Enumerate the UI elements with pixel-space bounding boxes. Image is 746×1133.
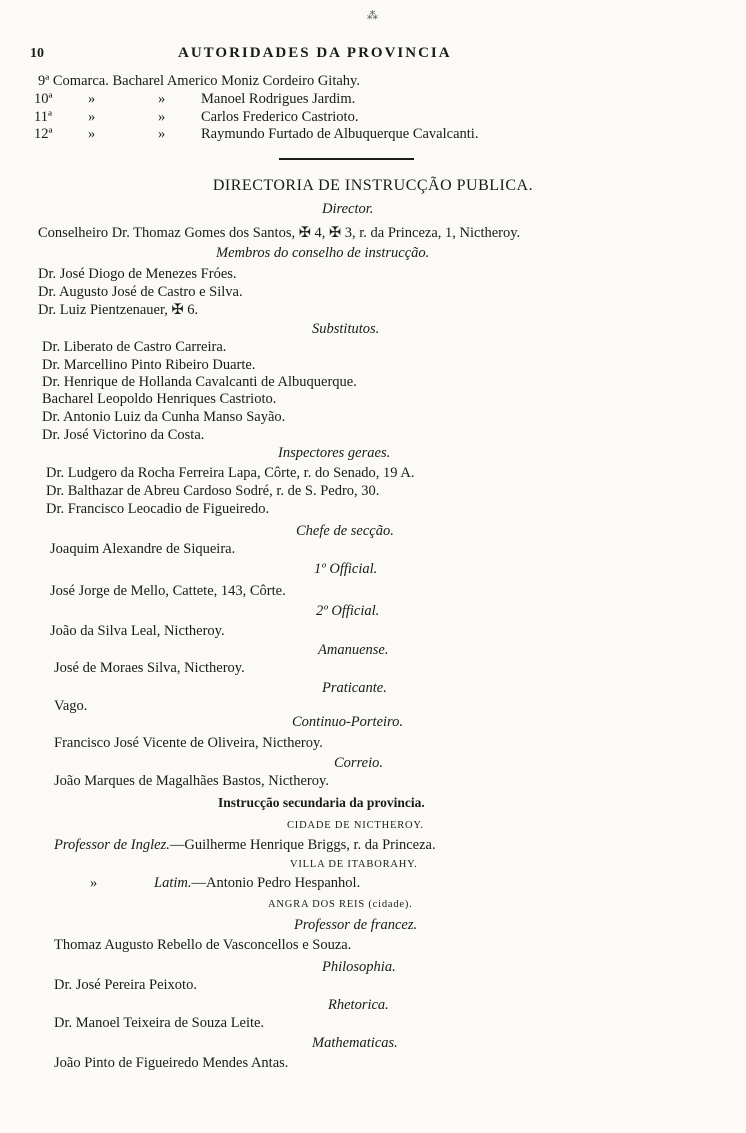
continuo-label: Continuo-Porteiro. — [292, 714, 404, 730]
substituto-entry: Dr. Liberato de Castro Carreira. — [42, 339, 227, 355]
membro-entry: Dr. Luiz Pientzenauer, ✠ 6. — [38, 302, 199, 318]
rhetorica-entry: Dr. Manoel Teixeira de Souza Leite. — [54, 1015, 265, 1031]
prof-francez-entry: Thomaz Augusto Rebello de Vasconcellos e Souza. — [54, 937, 352, 953]
prof-ingles-name: —Guilherme Henrique Briggs, r. da Princeza. — [169, 837, 436, 853]
prof-francez-label: Professor de francez. — [294, 917, 418, 933]
amanuense-label: Amanuense. — [318, 642, 389, 658]
substituto-entry: Dr. Marcellino Pinto Ribeiro Duarte. — [42, 357, 256, 373]
substituto-entry: Dr. Antonio Luiz da Cunha Manso Sayão. — [42, 409, 286, 425]
top-ornament: ⁂ — [367, 10, 378, 22]
comarca-number: 10ª — [34, 91, 53, 107]
comarca-name: Raymundo Furtado de Albuquerque Cavalcanti. — [201, 126, 479, 142]
continuo-entry: Francisco José Vicente de Oliveira, Nictheroy. — [54, 735, 323, 751]
comarca-number: 9ª — [38, 73, 50, 89]
rhetorica-label: Rhetorica. — [328, 997, 389, 1013]
membro-entry: Dr. Augusto José de Castro e Silva. — [38, 284, 243, 300]
angra-heading: ANGRA DOS REIS (cidade). — [268, 899, 413, 910]
latim-name: —Antonio Pedro Hespanhol. — [191, 875, 361, 891]
ditto-mark: » — [88, 126, 96, 142]
ditto-mark: » — [88, 91, 96, 107]
running-header: AUTORIDADES DA PROVINCIA — [178, 45, 452, 61]
villa-heading: VILLA DE ITABORAHY. — [290, 859, 418, 870]
inspector-entry: Dr. Francisco Leocadio de Figueiredo. — [46, 501, 270, 517]
substituto-entry: Bacharel Leopoldo Henriques Castrioto. — [42, 391, 277, 407]
comarca-number: 11ª — [34, 109, 52, 125]
mathematicas-label: Mathematicas. — [312, 1035, 398, 1051]
page-number: 10 — [30, 46, 44, 61]
prof-ingles-row — [54, 836, 436, 854]
inspectores-label: Inspectores geraes. — [278, 445, 391, 461]
comarca-number: 12ª — [34, 126, 53, 142]
correio-entry: João Marques de Magalhães Bastos, Nictheroy. — [54, 773, 329, 789]
official1-label: 1º Official. — [314, 561, 378, 577]
ditto-mark: » — [90, 875, 98, 891]
official2-label: 2º Official. — [316, 603, 380, 619]
comarca-text: Comarca. Bacharel Americo Moniz Cordeiro Gitahy. — [52, 73, 360, 89]
cidade-heading: CIDADE DE NICTHEROY. — [287, 820, 424, 831]
ditto-mark: » — [158, 126, 166, 142]
section-divider — [279, 158, 414, 160]
philosophia-entry: Dr. José Pereira Peixoto. — [54, 977, 197, 993]
ditto-mark: » — [88, 109, 96, 125]
inspector-entry: Dr. Ludgero da Rocha Ferreira Lapa, Côrte, r. do Senado, 19 A. — [46, 465, 415, 481]
latim-label: Latim. — [154, 875, 192, 891]
praticante-entry: Vago. — [54, 698, 88, 714]
comarca-name: Manoel Rodrigues Jardim. — [201, 91, 356, 107]
membros-label: Membros do conselho de instrucção. — [216, 245, 430, 261]
substitutos-label: Substitutos. — [312, 321, 380, 337]
ditto-mark: » — [158, 91, 166, 107]
praticante-label: Praticante. — [322, 680, 387, 696]
membro-entry: Dr. José Diogo de Menezes Fróes. — [38, 266, 237, 282]
director-entry: Conselheiro Dr. Thomaz Gomes dos Santos, ✠ 4, ✠ 3, r. da Princeza, 1, Nictheroy. — [38, 225, 521, 241]
prof-ingles-label: Professor de Inglez. — [54, 837, 170, 853]
substituto-entry: Dr. Henrique de Hollanda Cavalcanti de Albuquerque. — [42, 374, 357, 390]
comarca-name: Carlos Frederico Castrioto. — [201, 109, 359, 125]
secundaria-title: Instrucção secundaria da provincia. — [218, 795, 425, 810]
official2-entry: João da Silva Leal, Nictheroy. — [50, 623, 225, 639]
correio-label: Correio. — [334, 755, 384, 771]
inspector-entry: Dr. Balthazar de Abreu Cardoso Sodré, r. de S. Pedro, 30. — [46, 483, 380, 499]
chefe-entry: Joaquim Alexandre de Siqueira. — [50, 541, 236, 557]
philosophia-label: Philosophia. — [322, 959, 396, 975]
director-label: Director. — [322, 201, 374, 217]
official1-entry: José Jorge de Mello, Cattete, 143, Côrte. — [50, 583, 286, 599]
amanuense-entry: José de Moraes Silva, Nictheroy. — [54, 660, 245, 676]
ditto-mark: » — [158, 109, 166, 125]
chefe-label: Chefe de secção. — [296, 523, 394, 539]
substituto-entry: Dr. José Victorino da Costa. — [42, 427, 205, 443]
mathematicas-entry: João Pinto de Figueiredo Mendes Antas. — [54, 1055, 289, 1071]
section-title: DIRECTORIA DE INSTRUCÇÃO PUBLICA. — [212, 177, 534, 194]
latim-row — [154, 874, 360, 892]
comarca-row — [38, 72, 360, 90]
